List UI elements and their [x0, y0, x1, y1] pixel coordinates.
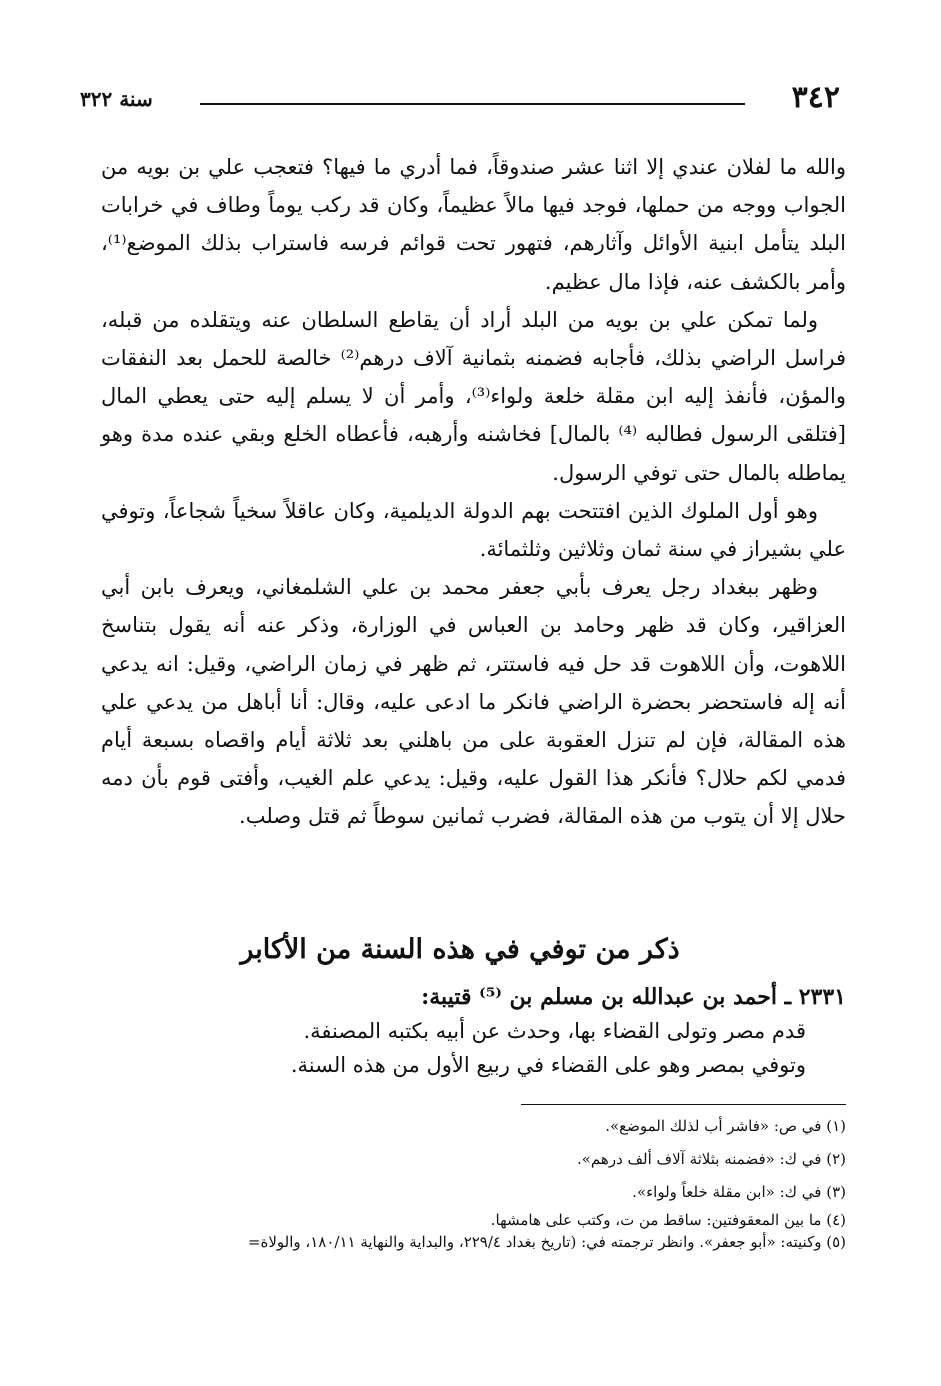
entry-line: وتوفي بمصر وهو على القضاء في ربيع الأول من هذه السنة.: [290, 1053, 806, 1077]
paragraph: وهو أول الملوك الذين افتتحت بهم الدولة الديلمية، وكان عاقلاً سخياً شجاعاً، وتوفي علي بشيراز في سنة ثمان وثلاثين وثلثمائة.: [101, 498, 846, 562]
page-number: ٣٤٢: [791, 80, 840, 115]
footnote: (٣) في ك: «ابن مقلة خلعاً ولواء».: [632, 1183, 846, 1201]
footnote: (٢) في ك: «فضمنه بثلاثة آلاف ألف درهم».: [576, 1150, 846, 1168]
paragraph: والله ما لفلان عندي إلا اثنا عشر صندوقاً، فما أدري ما فيها؟ فتعجب علي بن بويه من الجواب ووجه من حملها، فوجد فيها مالاً عظيماً، وكان قد ركب يوماً وطاف في خرابات البلد يتأمل ابنية الأوائل وآثارهم، فتهور تحت قوائم فرسه فاستراب بذلك الموضع⁽¹⁾، وأمر بالكشف عنه، فإذا مال عظيم.: [101, 155, 846, 294]
footnote: (٥) وكنيته: «أبو جعفر». وانظر ترجمته في: (تاريخ بغداد ٢٢٩/٤، والبداية والنهاية ١٨٠/١١، والولاة=: [247, 1233, 846, 1251]
entry-line: قدم مصر وتولى القضاء بها، وحدث عن أبيه بكتبه المصنفة.: [303, 1019, 806, 1043]
footnote: (١) في ص: «فاشر أب لذلك الموضع».: [605, 1117, 846, 1135]
footnote: (٤) ما بين المعقوفتين: ساقط من ت، وكتب على هامشها.: [490, 1211, 846, 1229]
footnotes: [81, 1110, 846, 1253]
paragraph: وظهر ببغداد رجل يعرف بأبي جعفر محمد بن علي الشلمغاني، ويعرف بابن أبي العزاقير، وكان قد ظهر وحامد بن العباس في الوزارة، وذكر عنه أنه يقول بتناسخ اللاهوت، وأن اللاهوت قد حل فيه فاستتر، ثم ظهر في زمان الراضي، وقيل: انه يدعي أنه إله فاستحضر بحضرة الراضي فانكر ما ادعى عليه، وقال: أنا أباهل من يدعي علي هذه المقالة، فإن لم تنزل العقوبة على من باهلني بعد ثلاثة أيام واقصاه بسبعة أيام فدمي لكم حلال؟ فأنكر هذا القول عليه، وقيل: يدعي علم الغيب، وأفتى قوم بأن دمه حلال إلا أن يتوب من هذه المقالة، فضرب ثمانين سوطاً ثم قتل وصلب.: [101, 575, 846, 829]
main-text: [101, 148, 846, 836]
header-rule: [200, 103, 745, 105]
paragraph: ولما تمكن علي بن بويه من البلد أراد أن يقاطع السلطان عنه ويتقلده من قبله، فراسل الراضي بذلك، فأجابه فضمنه بثمانية آلاف درهم⁽²⁾ خالصة للحمل بعد النفقات والمؤن، فأنفذ إليه ابن مقلة خلعة ولواء⁽³⁾، وأمر أن لا يسلم إليه حتى يعطي المال [فتلقى الرسول فطالبه ⁽⁴⁾ بالمال] فخاشنه وأرهبه، فأعطاه الخلع وبقي عنده مدة وهو يماطله بالمال حتى توفي الرسول.: [101, 307, 846, 485]
entry-heading: ٢٣٣١ ـ أحمد بن عبدالله بن مسلم بن ⁽⁵⁾ قتيبة:: [421, 984, 846, 1010]
biography-entry: [101, 980, 846, 1082]
footnote-rule: [521, 1104, 846, 1105]
section-heading: ذكر من توفي في هذه السنة من الأكابر: [240, 934, 680, 965]
page-header: [80, 80, 840, 120]
running-head: سنة ٣٢٢: [80, 87, 153, 111]
